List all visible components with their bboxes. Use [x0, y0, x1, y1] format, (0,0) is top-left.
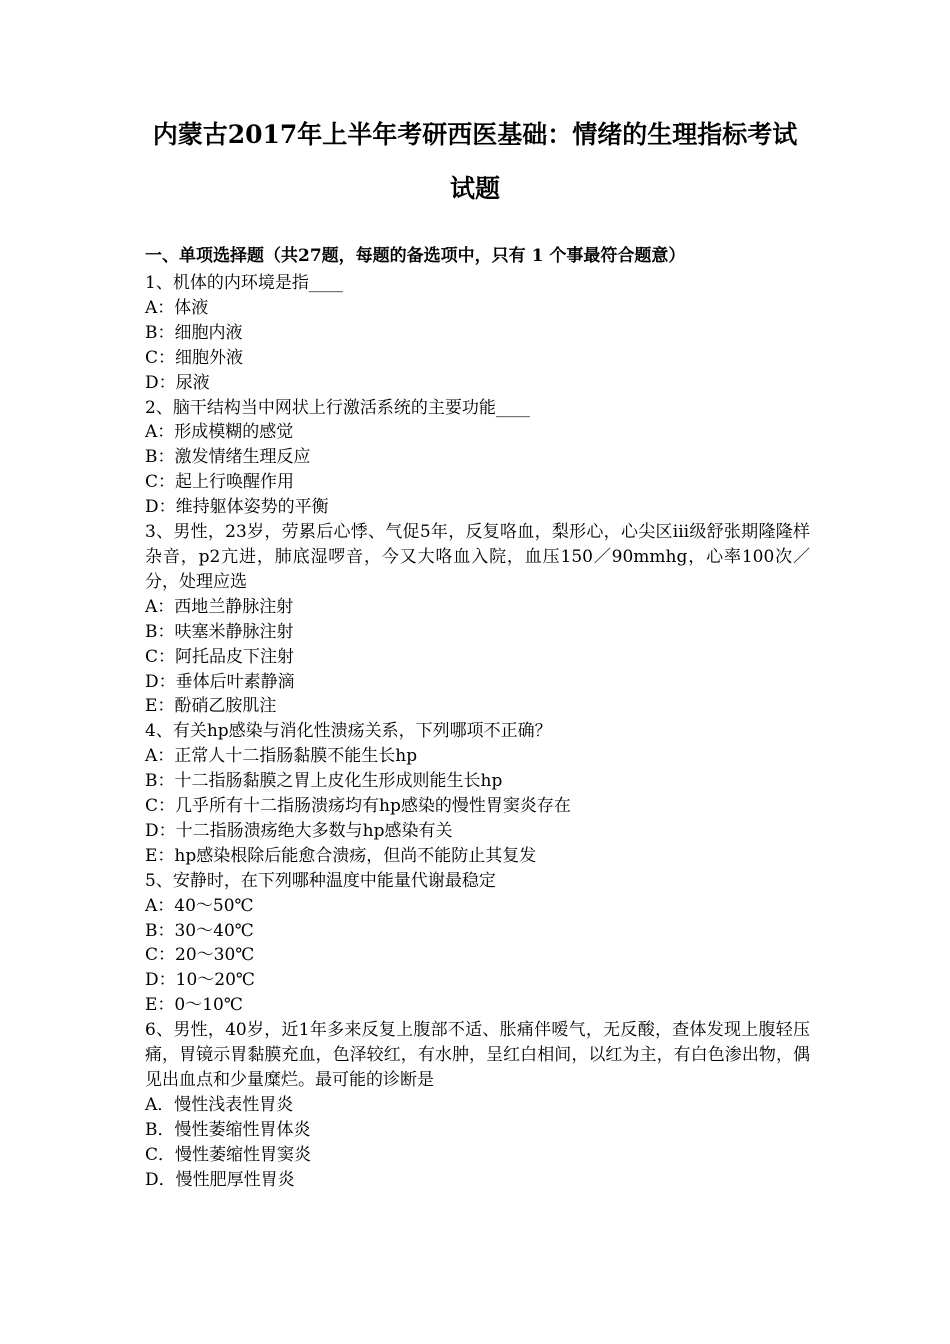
question-stem: 1、机体的内环境是指____ [145, 273, 343, 293]
question-stem: 4、有关hp感染与消化性溃疡关系，下列哪项不正确？ [145, 721, 552, 742]
answer-option: D：十二指肠溃疡绝大多数与hp感染有关 [145, 820, 453, 841]
question-list [145, 271, 810, 1193]
answer-option: A：40～50℃ [145, 895, 254, 916]
answer-option: A：西地兰静脉注射 [145, 596, 294, 617]
question-stem: 2、脑干结构当中网状上行激活系统的主要功能____ [145, 397, 530, 418]
answer-option: B：呋塞米静脉注射 [145, 621, 294, 642]
section-heading: 一、单项选择题（共27题，每题的备选项中，只有 1 个事最符合题意） [145, 246, 686, 266]
answer-option: B：十二指肠黏膜之胃上皮化生形成则能生长hp [145, 771, 503, 792]
answer-option: B：细胞内液 [145, 322, 243, 343]
document-title-line-1: 内蒙古2017年上半年考研西医基础：情绪的生理指标考试 [152, 120, 798, 149]
document-title-line-2: 试题 [449, 174, 500, 203]
answer-option: D：10～20℃ [145, 970, 255, 991]
answer-option: D：维持躯体姿势的平衡 [145, 497, 329, 518]
answer-option: E：酚硝乙胺肌注 [145, 696, 277, 717]
answer-option: D：垂体后叶素静滴 [145, 671, 295, 692]
answer-option: A：正常人十二指肠黏膜不能生长hp [145, 746, 418, 767]
answer-option: A．慢性浅表性胃炎 [145, 1094, 294, 1115]
answer-option: D：尿液 [145, 372, 210, 393]
answer-option: C：起上行唤醒作用 [145, 472, 295, 493]
answer-option: C：阿托品皮下注射 [145, 646, 295, 667]
answer-option: B．慢性萎缩性胃体炎 [145, 1119, 311, 1140]
answer-option: C．慢性萎缩性胃窦炎 [145, 1144, 312, 1165]
question-stem: 3、男性，23岁，劳累后心悸、气促5年，反复咯血，梨形心，心尖区iii级舒张期隆隆样杂音，p2亢进，肺底湿啰音，今又大咯血入院，血压150／90mmhg，心率100次／分，处理应选 [145, 522, 810, 592]
answer-option: C：20～30℃ [145, 945, 255, 966]
answer-option: A：体液 [145, 297, 209, 318]
answer-option: D．慢性肥厚性胃炎 [145, 1169, 295, 1190]
answer-option: B：激发情绪生理反应 [145, 447, 311, 468]
answer-option: C：细胞外液 [145, 347, 244, 368]
answer-option: C：几乎所有十二指肠溃疡均有hp感染的慢性胃窦炎存在 [145, 796, 571, 817]
answer-option: A：形成模糊的感觉 [145, 422, 294, 443]
answer-option: B：30～40℃ [145, 920, 254, 941]
question-stem: 6、男性，40岁，近1年多来反复上腹部不适、胀痛伴嗳气，无反酸，查体发现上腹轻压痛，胃镜示胃黏膜充血，色泽较红，有水肿，呈红白相间，以红为主，有白色渗出物，偶见出血点和少量糜烂。最可能的诊断是 [145, 1020, 810, 1090]
answer-option: E：0～10℃ [145, 995, 243, 1016]
question-stem: 5、安静时，在下列哪种温度中能量代谢最稳定 [145, 870, 496, 891]
answer-option: E：hp感染根除后能愈合溃疡，但尚不能防止其复发 [145, 845, 537, 866]
